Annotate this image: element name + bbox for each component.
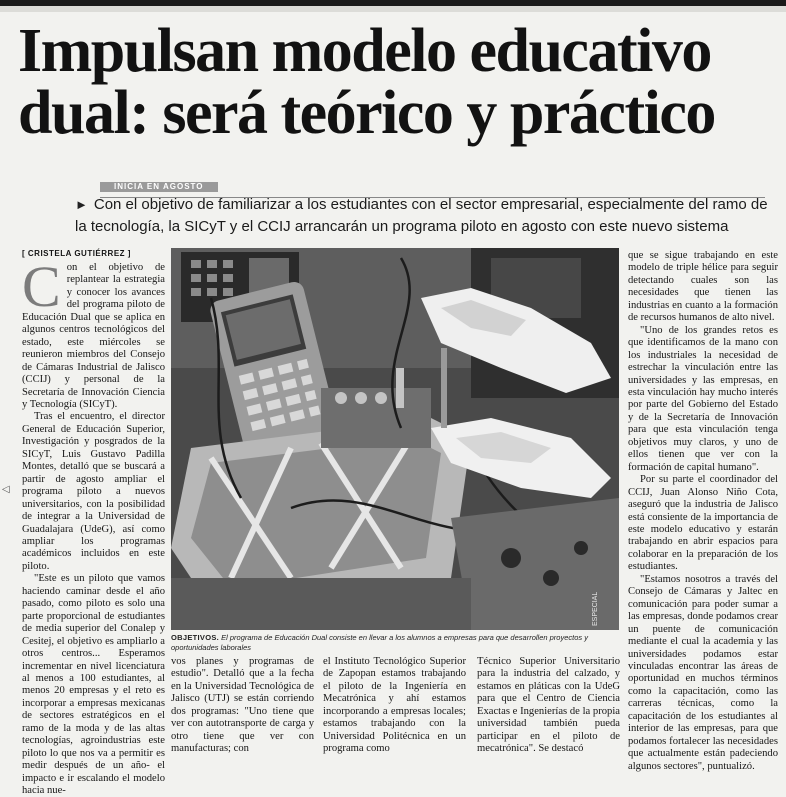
article-column-2 (171, 656, 314, 755)
margin-mark-icon: ◁ (2, 484, 10, 495)
paragraph: on el objetivo de replantear la estrategia y conocer los avances del programa piloto de Educación Dual que se aplica en algunos centros tecnológicos del estado, este miércoles se reunieron miembros del Consejo de Cámaras Industrial de Jalisco (CCIJ) y personal de la Secretaría de Innovación Ciencia y Tecnología (SICyT). (22, 262, 165, 410)
paragraph: "Estamos nosotros a través del Consejo de Cámaras y Jaltec en comunicación para poder sumar a las empresas, donde podamos crear un puente de comunicación mediante el cual la academia y las universidades podamos estar vinculadas encontrar las áreas de oportunidad en muchos términos como la capacitación, como las carreras técnicas, como la capacitación de los estudiantes al interior de las empresas, para que podamos fortalecer las necesidades que actualmente están padeciendo algunos sectores", puntualizó. (628, 573, 778, 772)
kicker-row (100, 182, 218, 192)
lab-photo (171, 248, 619, 630)
article-column-5 (628, 250, 778, 772)
paragraph: vos planes y programas de estudio". Detalló que a la fecha en la Universidad Tecnológica de Jalisco (UTJ) se están corriendo dos programas: "Uno tiene que ver con autotransporte de carga y otro tiene que ver con manufacturas; con (171, 656, 314, 755)
paragraph: Técnico Superior Universitario para la industria del calzado, y estamos en pláticas con la UdeG para que el Centro de Ciencia Exactas e Ingenierías de la propia universidad también pueda participar en el piloto de mecatrónica". Se destacó (477, 656, 620, 755)
paragraph: el Instituto Tecnológico Superior de Zapopan estamos trabajando el piloto de la Ingeniería en Mecatrónica y ahí estamos incorporando a empresas locales; estamos trabajando con la Universidad Politécnica en un programa como (323, 656, 466, 755)
headline (18, 17, 778, 147)
deck (75, 194, 775, 238)
paragraph: "Este es un piloto que vamos haciendo caminar desde el año pasado, como piloto es solo una parte proporcional de estudiantes de media superior del Conalep y Cesitej, el objetivo es ampliarlo a otros centros... Esperamos incrementar en nivel licenciatura al menos a 100 estudiantes, al menos 20 empresas y el reto es incorporar a empresas mexicanas de sectores estratégicos en el ramo de la moda y de las altas tecnologías, agroindustrias este piloto lo que nos va a permitir es medir después de un año- el impacto e ir escalando el modelo hacia nue- (22, 573, 165, 797)
caption-text: El programa de Educación Dual consiste en llevar a los alumnos a empresas para que desarrollen proyectos y oportunidades laborales (171, 633, 588, 652)
headline-line-2: dual: será teórico y práctico (18, 79, 715, 147)
paragraph: Por su parte el coordinador del CCIJ, Juan Alonso Niño Cota, aseguró que la industria de Jalisco está consiente de la importancia de este modelo educativo y estarán trabajando en abrir espacios para colaborar en la preparación de los estudiantes. (628, 474, 778, 573)
caption-label: OBJETIVOS. (171, 633, 220, 642)
dropcap: C (22, 254, 61, 319)
paragraph: que se sigue trabajando en este modelo de triple hélice para seguir detectando cuales son las necesidades que tienen las industrias en cuanto a la formación de recursos humanos de alto nivel. (628, 250, 778, 324)
deck-text: Con el objetivo de familiarizar a los estudiantes con el sector empresarial, especialmente del ramo de la tecnología, la SICyT y el CCIJ arrancarán un programa piloto en agosto con este nuevo sistema (75, 196, 768, 235)
headline-line-1: Impulsan modelo educativo (18, 17, 711, 85)
triangle-bullet-icon: ► (75, 197, 88, 212)
article-column-4 (477, 656, 620, 755)
article-column-1 (22, 254, 165, 797)
photo-credit: ESPECIAL (592, 591, 599, 626)
byline: [ CRISTELA GUTIÉRREZ ] (22, 249, 131, 258)
paragraph: "Uno de los grandes retos es que identificamos de la mano con los industriales la necesidad de estrechar la vinculación entre las universidades y las empresas, en esta vinculación hay mucho interés por parte del Gobierno del Estado y de la Secretaría de Innovación para que esta vinculación tenga objetivos muy claros, y uno de ellos tienen que ver con la formación de capital humano". (628, 324, 778, 473)
kicker-tag: INICIA EN AGOSTO (100, 182, 218, 192)
paragraph: Tras el encuentro, el director General de Educación Superior, Investigación y posgrados de la SICyT, Luis Gustavo Padilla Montes, detalló que se buscará a partir de agosto ampliar el programa piloto a nuevos universitarios, con la posibilidad de integrar a la Universidad de Guadalajara (UdeG), así como ampliar los programas académicos incluidos en este piloto. (22, 411, 165, 572)
photo-caption (171, 633, 619, 653)
top-rule-gap (0, 6, 786, 12)
article-column-3 (323, 656, 466, 755)
